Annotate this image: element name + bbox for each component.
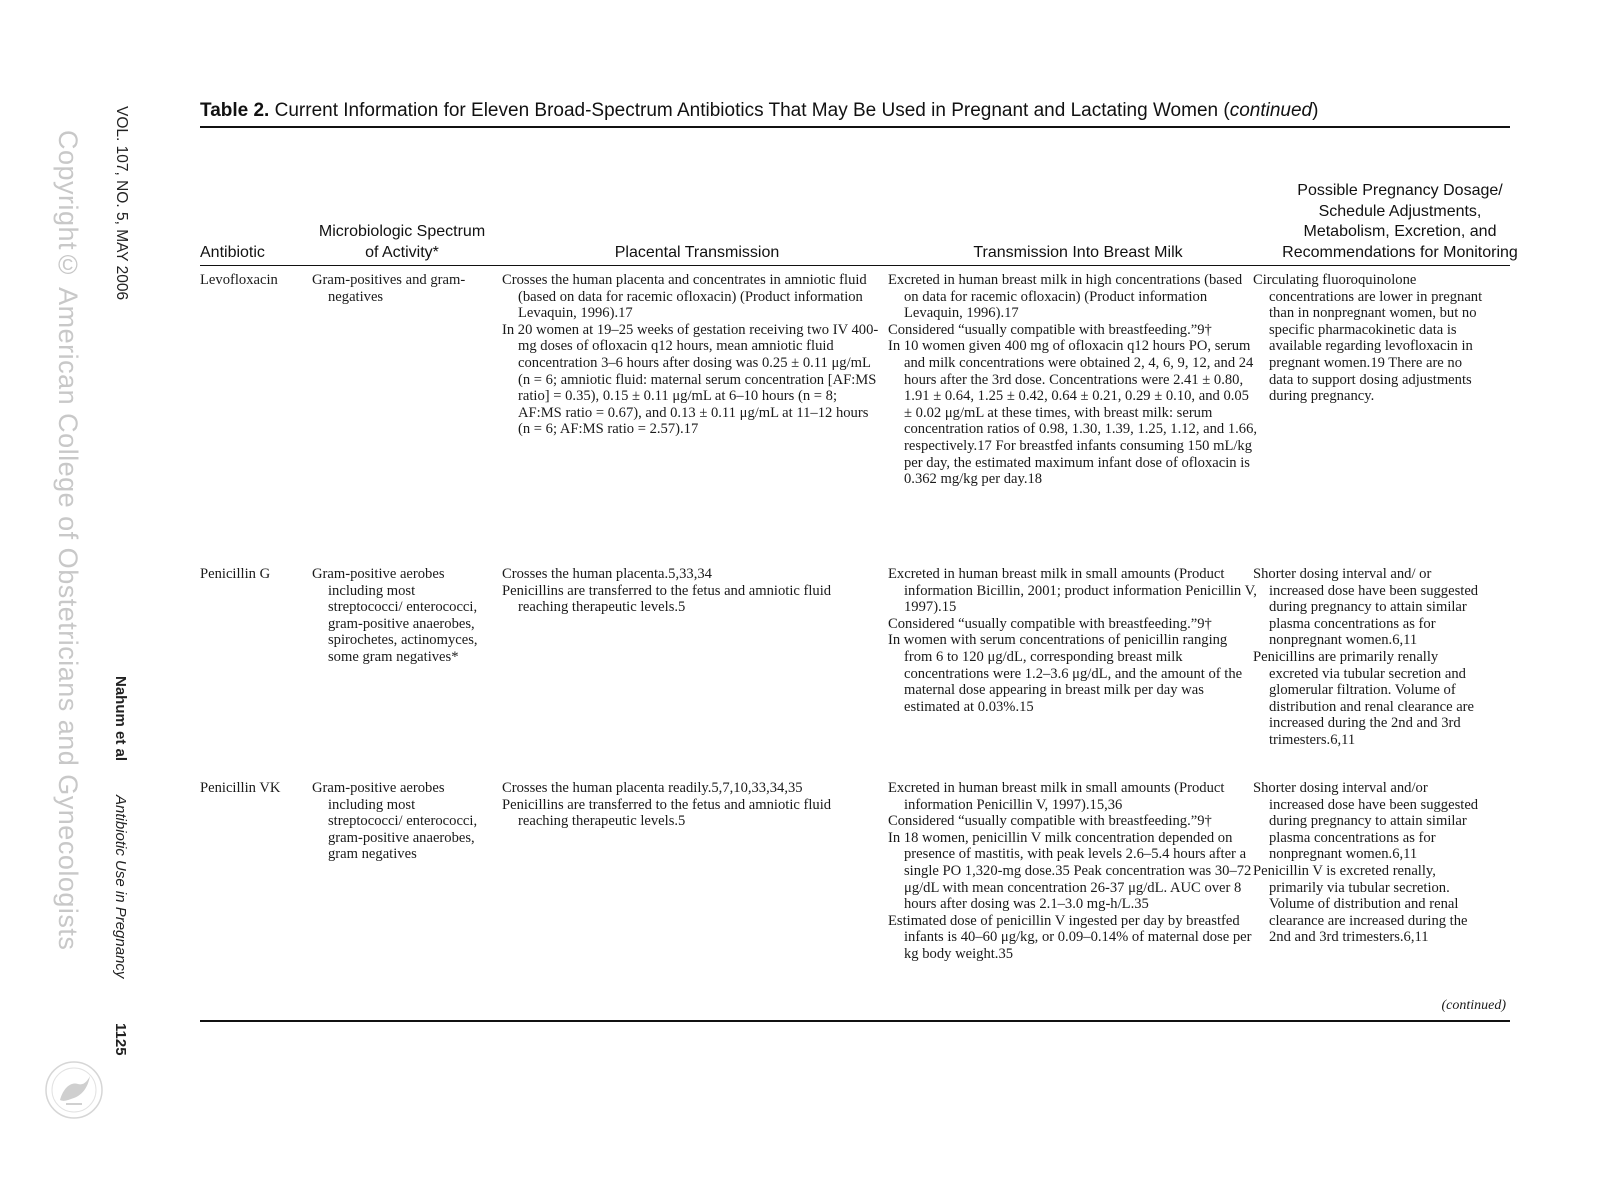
table-continued-note: (continued)	[200, 998, 1510, 1022]
cell-placental	[502, 272, 880, 438]
authors: Nahum et al	[112, 676, 129, 762]
acog-seal-icon	[44, 1060, 104, 1120]
header-spectrum: Microbiologic Spectrum of Activity*	[318, 223, 486, 261]
cell-paragraph: Considered “usually compatible with breastfeeding.”9†	[888, 321, 1212, 338]
cell-paragraph: In women with serum concentrations of penicillin ranging from 6 to 120 μg/dL, corresponding breast milk concentrations were 1.2–3.6 μg/dL, and the amount of the maternal dose appearing in breast milk per day was estimated at 0.03%.15	[888, 632, 1243, 715]
cell-paragraph: In 20 women at 19–25 weeks of gestation receiving two IV 400-mg doses of ofloxacin q12 hours, mean amniotic fluid concentration 3–6 hours after dosing was 0.25 ± 0.11 μg/mL (n = 6; amniotic fluid: maternal serum concentration [AF:MS ratio] = 0.35), 0.15 ± 0.11 μg/mL at 6–10 hours (n = 8; AF:MS ratio = 0.67), and 0.13 ± 0.11 μg/mL at 11–12 hours (n = 6; AF:MS ratio = 2.57).17	[502, 321, 879, 438]
copyright-watermark: Copyright© American College of Obstetricians and Gynecologists	[53, 130, 83, 951]
page-number: 1125	[112, 1022, 129, 1056]
short-title: Antibiotic Use in Pregnancy	[112, 795, 129, 979]
table-header	[200, 128, 1518, 266]
cell-paragraph: Gram-positives and gram-negatives	[312, 272, 466, 305]
cell-paragraph: Excreted in human breast milk in small amounts (Product information Bicillin, 2001; product information Penicillin V, 1997).15	[888, 566, 1257, 616]
cell-paragraph: Penicillin V is excreted renally, primarily via tubular secretion. Volume of distribution and renal clearance are increased during the 2nd and 3rd trimesters.6,11	[1253, 862, 1468, 946]
cell-adjustments	[1253, 566, 1485, 749]
cell-placental	[502, 566, 880, 616]
header-adjustments: Possible Pregnancy Dosage/ Schedule Adjustments, Metabolism, Excretion, and Recommendations for Monitoring	[1282, 182, 1518, 261]
cell-paragraph: Estimated dose of penicillin V ingested per day by breastfed infants is 40–60 μg/kg, or 0.09–0.14% of maternal dose per kg body weight.35	[888, 912, 1252, 962]
header-breast-milk: Transmission Into Breast Milk	[973, 243, 1183, 261]
table-title-continued: continued	[1229, 100, 1313, 121]
header-placental: Placental Transmission	[614, 243, 780, 261]
cell-paragraph: Shorter dosing interval and/or increased dose have been suggested during pregnancy to attain similar plasma concentrations as for nonpregnant women.6,11	[1253, 780, 1479, 863]
running-footer	[112, 676, 129, 1055]
cell-paragraph: In 10 women given 400 mg of ofloxacin q12 hours PO, serum and milk concentrations were obtained 2, 4, 6, 9, 12, and 24 hours after the 3rd dose. Concentrations were 2.41 ± 0.80, 1.91 ± 0.64, 1.25 ± 0.42, 0.64 ± 0.21, 0.29 ± 0.10, and 0.05 ± 0.02 μg/mL at these times, with breast milk: serum concentration ratios of 0.98, 1.30, 1.39, 1.25, 1.12, and 1.66, respectively.17 For breastfed infants consuming 150 mL/kg per day, the estimated maximum infant dose of ofloxacin is 0.362 mg/kg per day.18	[888, 338, 1258, 488]
table-label: Table 2.	[200, 100, 270, 121]
cell-breast-milk	[888, 272, 1258, 488]
cell-antibiotic: Penicillin G	[200, 566, 271, 582]
cell-paragraph: Penicillins are transferred to the fetus and amniotic fluid reaching therapeutic levels.5	[502, 796, 832, 830]
cell-adjustments	[1253, 780, 1485, 946]
cell-breast-milk	[888, 780, 1258, 963]
cell-paragraph: Considered “usually compatible with breastfeeding.”9†	[888, 813, 1212, 830]
cell-paragraph: Shorter dosing interval and/ or increased dose have been suggested during pregnancy to attain similar plasma concentrations as for nonpregnant women.6,11	[1253, 566, 1479, 649]
cell-placental	[502, 780, 880, 830]
table-row	[200, 272, 1510, 566]
cell-paragraph: Gram-positive aerobes including most streptococci/ enterococci, gram-positive anaerobes, spirochetes, actinomyces, some gram negatives*	[312, 566, 478, 665]
journal-issue: VOL. 107, NO. 5, MAY 2006	[113, 106, 130, 301]
cell-adjustments	[1253, 272, 1485, 405]
cell-breast-milk	[888, 566, 1258, 715]
cell-paragraph: Crosses the human placenta.5,33,34	[502, 566, 712, 582]
cell-paragraph: Penicillins are transferred to the fetus and amniotic fluid reaching therapeutic levels.5	[502, 582, 832, 616]
cell-spectrum	[312, 272, 492, 305]
cell-paragraph: Circulating fluoroquinolone concentrations are lower in pregnant than in nonpregnant women, but no specific pharmacokinetic data is available regarding levofloxacin in pregnant women.19 There are no data to support dosing adjustments during pregnancy.	[1253, 272, 1483, 405]
header-antibiotic: Antibiotic	[200, 243, 265, 261]
cell-paragraph: In 18 women, penicillin V milk concentration depended on presence of mastitis, with peak levels 2.6–5.4 hours after a single PO 1,320-mg dose.35 Peak concentration was 30–72 μg/dL with mean concentration 26-37 μg/dL. AUC over 8 hours after dosing was 2.1–3.0 mg-h/L.35	[888, 829, 1252, 913]
table-title-close: )	[1312, 100, 1319, 121]
cell-antibiotic: Penicillin VK	[200, 780, 281, 796]
table-title-text: Current Information for Eleven Broad-Spectrum Antibiotics That May Be Used in Pregnant and Lactating Women (	[274, 100, 1230, 121]
table-row	[200, 780, 1510, 998]
cell-paragraph: Penicillins are primarily renally excreted via tubular secretion and glomerular filtration. Volume of distribution and renal clearance are increased during the 2nd and 3rd trimesters.6,11	[1253, 648, 1475, 748]
table-title	[200, 100, 1510, 128]
antibiotic-table	[200, 100, 1518, 1022]
cell-spectrum	[312, 566, 492, 666]
cell-paragraph: Gram-positive aerobes including most streptococci/ enterococci, gram-positive anaerobes, gram negatives	[312, 780, 478, 863]
cell-paragraph: Considered “usually compatible with breastfeeding.”9†	[888, 615, 1212, 632]
cell-antibiotic: Levofloxacin	[200, 272, 278, 288]
cell-spectrum	[312, 780, 492, 863]
table-row	[200, 566, 1510, 780]
cell-paragraph: Excreted in human breast milk in high concentrations (based on data for racemic ofloxacin) (Product information Levaquin, 1996).17	[888, 272, 1243, 322]
cell-paragraph: Crosses the human placenta readily.5,7,10,33,34,35	[502, 780, 803, 796]
cell-paragraph: Excreted in human breast milk in small amounts (Product information Penicillin V, 1997).15,36	[888, 780, 1225, 813]
cell-paragraph: Crosses the human placenta and concentrates in amniotic fluid (based on data for racemic ofloxacin) (Product information Levaquin, 1996).17	[502, 272, 867, 322]
